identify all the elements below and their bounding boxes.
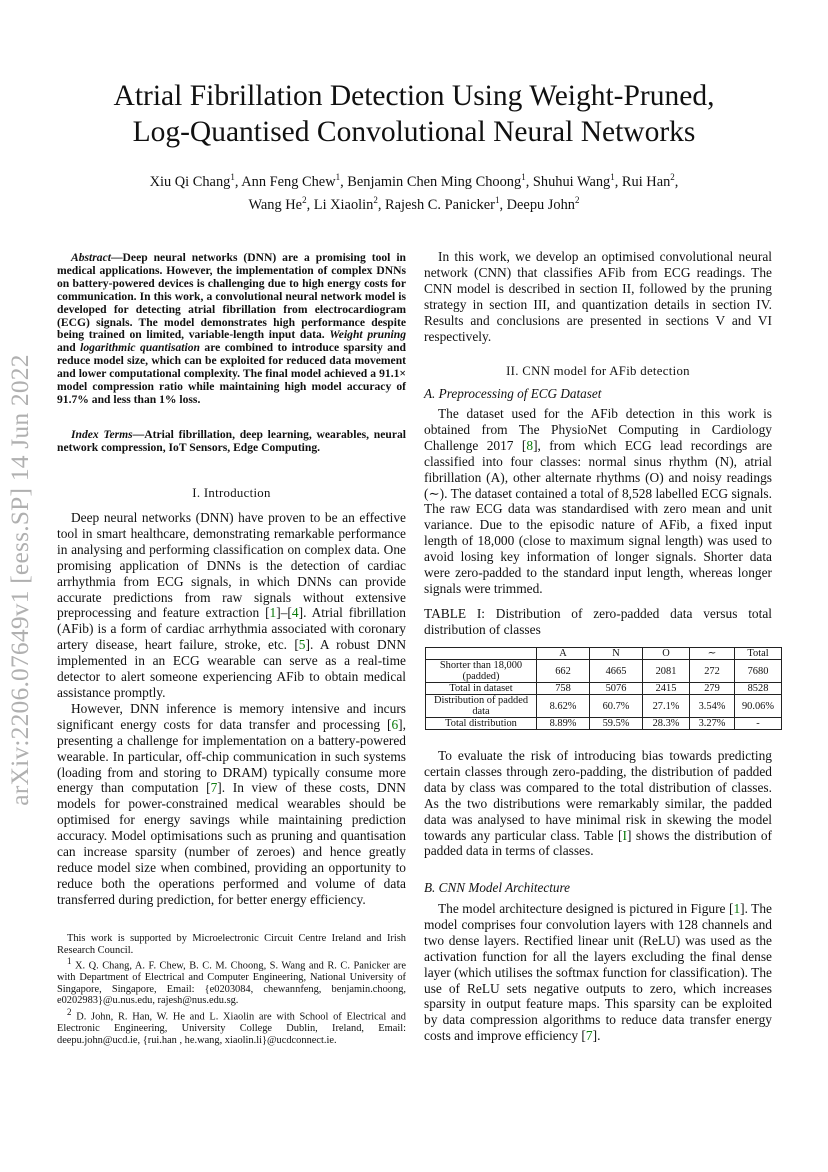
paragraph: However, DNN inference is memory intensive and incurs significant energy costs for data transfer and processing [ 6 ] , presenting a challenge for implementation on a battery-powered wearable. In particular, off-chip communication in such systems (loading from and storing to DRAM) typically consume more energy than computation [ 7 ] . In view of these costs, DNN models for power-constrained medical wearables should be optimised for energy savings while maintaining prediction accuracy. Model optimisations such as pruning and quantisation can increase sparsity (number of zeroes) and hence greatly reduce model size when combined, providing an opportunity to reduce both the operations performed and volume of data transferred during prediction, for better energy efficiency. [57,701,406,908]
paper-title [40,78,788,150]
preprocessing-body [424,406,772,597]
table-cell: 4665 [590,660,643,683]
table-cell: 662 [537,660,590,683]
footnotes [57,933,406,1046]
table-cell: - [735,718,782,730]
figure-link[interactable]: [ 1 ] [729,901,745,916]
table-header-row [426,648,782,660]
table-cell: 3.54% [690,695,735,718]
citation-link[interactable]: [ 6 ] [387,717,403,732]
table-link[interactable]: [ I ] [618,828,631,843]
author-line-1: Xiu Qi Chang$^1$, Ann Feng Chew$^1$, Benjamin Chen Ming Choong$^1$, Shuhui Wang$^1$, Rui Han$^2$, [149,172,679,190]
subsection-heading-preprocessing: A. Preprocessing of ECG Dataset [424,386,602,401]
citation-link[interactable]: [ 4 ] [287,605,303,620]
author: Li Xiaolin$^2$ [313,194,378,213]
author: Deepu John$^2$ [506,194,580,213]
table-cell: 60.7% [590,695,643,718]
table-header-cell: O [643,648,690,660]
author: Benjamin Chen Ming Choong$^1$ [347,172,526,190]
abstract: Abstract—Deep neural networks (DNN) are a promising tool in medical applications. However, the implementation of complex DNNs on battery-powered devices is challenging due to high energy costs for communication. In this work, a convolutional neural network model is developed for detecting atrial fibrillation from electrocardiogram (ECG) signals. The model demonstrates high performance despite being trained on limited, variable-length input data. Weight pruning and logarithmic quantisation are combined to introduce sparsity and reduce model size, which can be exploited for reduced data movement and lower computational complexity. The final model achieved a 91.1× model compression ratio while maintaining high model accuracy of 91.7% and less than 1% loss. [57,251,406,406]
index-terms: Index Terms—Atrial fibrillation, deep learning, wearables, neural network compression, IoT Sensors, Edge Computing. [57,428,406,454]
table-cell: 59.5% [590,718,643,730]
table-header-cell: ∼ [690,648,735,660]
title-line-1: Atrial Fibrillation Detection Using Weight-Pruned, [113,80,715,112]
table-row [426,683,782,695]
table-cell: Distribution of padded data [426,695,537,718]
title-line-2: Log-Quantised Convolutional Neural Networks [132,116,696,148]
paragraph: The model architecture designed is pictured in Figure [ 1 ] . The model comprises four convolution layers with 128 channels and two dense layers. Rectified linear unit (ReLU) was used as the activation function for all the layers excluding the final dense layer (which utilises the softmax function for classification). The use of ReLU sets negative outputs to zero, which increases sparsity in output feature maps. This sparsity can be exploited by data compression algorithms to reduce data transfer energy costs and improve efficiency [ 7 ] . [424,901,772,1044]
table-header-cell: A [537,648,590,660]
table-cell: 28.3% [643,718,690,730]
table-cell: 2415 [643,683,690,695]
table-cell: 279 [690,683,735,695]
abstract-label: Abstract [71,251,111,264]
author: Shuhui Wang$^1$ [532,172,615,190]
table-row [426,660,782,683]
table-cell: Total in dataset [426,683,537,695]
table-cell: 5076 [590,683,643,695]
table-cell: Shorter than 18,000 (padded) [426,660,537,683]
citation-link[interactable]: [ 7 ] [581,1028,597,1043]
author-line-2: Wang He$^2$, Li Xiaolin$^2$, Rajesh C. Panicker$^1$, Deepu John$^2$ [248,194,580,213]
data-table [425,647,782,730]
table-row [426,695,782,718]
author: Rui Han$^2$ [621,172,675,190]
paragraph: Deep neural networks (DNN) have proven to be an effective tool in smart healthcare, demonstrating remarkable performance in analysing and performing classification on complex data. One promising application of DNNs is the detection of cardiac arrhythmia from ECG signals, in which DNNs can provide accurate predictions from raw signals without extensive preprocessing and feature extraction [ 1 ] –[ 4 ] . Atrial fibrillation (AFib) is a form of cardiac arrhythmia associated with coronary artery disease, heart failure, stroke, etc. [ 5 ] . A robust DNN implemented in an ECG wearable can serve as a real-time detector to alert someone experiencing AFib to obtain medical assistance promptly. [57,510,406,701]
right-intro: In this work, we develop an optimised convolutional neural network (CNN) that classifies AFib from ECG readings. The CNN model is described in section II, followed by the pruning strategy in section III, and quantization details in section IV. Results and conclusions are presented in sections V and VI respectively. [424,249,772,344]
footnote-1: $^1$ X. Q. Chang, A. F. Chew, B. C. M. Choong, S. Wang and R. C. Panicker are with Department of Electrical and Computer Engineering, National University of Singapore, Singapore, Email: {e0203084, chewannfeng, benjamin.choong, e0202983}@u.nus.edu, rajesh@nus.edu.sg. [57,956,406,1007]
author: Xiu Qi Chang$^1$ [149,172,235,190]
introduction-body [57,510,406,908]
paragraph: To evaluate the risk of introducing bias towards predicting certain classes through zero-padding, the distribution of padded data by class was compared to the total distribution of classes. As the two distributions were remarkably similar, the padded data was analysed to have minimal risk in skewing the model towards any particular class. Table [ I ] shows the distribution of padded data in terms of classes. [424,748,772,859]
table-cell: 8528 [735,683,782,695]
table-cell: 8.89% [537,718,590,730]
table-cell: 272 [690,660,735,683]
table-cell: 7680 [735,660,782,683]
paragraph: The dataset used for the AFib detection in this work is obtained from The PhysioNet Computing in Cardiology Challenge 2017 [ 8 ] , from which ECG lead recordings are classified into four classes: normal sinus rhythm (N), atrial fibrillation (A), other alternate rhythms (O) and noisy readings (∼). The dataset contained a total of 8,528 labelled ECG signals. The raw ECG data was standardised with zero mean and unit variance. Due to the episodic nature of AFib, a fixed input length of 18,000 (close to maximum signal length) was used to avoid losing key information of longer signals. Shorter data were zero-padded to the standard input length, whereas longer signals were trimmed. [424,406,772,597]
citation-link[interactable]: [ 8 ] [522,438,538,453]
citation-link[interactable]: [ 7 ] [206,780,222,795]
table-cell: 27.1% [643,695,690,718]
author-list [60,168,768,214]
section-heading-introduction: I. Introduction [192,486,271,500]
author: Rajesh C. Panicker$^1$ [385,194,500,213]
table-cell: Total distribution [426,718,537,730]
bias-evaluation-body [424,748,772,859]
footnote-support: This work is supported by Microelectronic Circuit Centre Ireland and Irish Research Council. [57,933,406,956]
index-terms-label: Index Terms [71,428,133,441]
table-cell: 90.06% [735,695,782,718]
section-heading-cnn: II. CNN model for AFib detection [506,364,690,378]
footnote-2: $^2$ D. John, R. Han, W. He and L. Xiaolin are with School of Electrical and Electronic Engineering, University College Dublin, Ireland, Email: deepu.john@ucd.ie, {rui.han , he.wang, xiaolin.li}@ucdconnect.ie. [57,1007,406,1046]
table-cell: 8.62% [537,695,590,718]
citation-link[interactable]: [ 1 ] [265,605,281,620]
table-1 [425,647,782,730]
table-cell: 3.27% [690,718,735,730]
table-cell: 758 [537,683,590,695]
author: Ann Feng Chew$^1$ [241,172,341,190]
architecture-body [424,901,772,1044]
table-caption: TABLE I: Distribution of zero-padded data versus total distribution of classes [424,606,772,637]
arxiv-stamp: arXiv:2206.07649v1 [eess.SP] 14 Jun 2022 [5,354,34,806]
table-header-cell: N [590,648,643,660]
table-header-cell: Total [735,648,782,660]
author: Wang He$^2$ [248,194,307,213]
table-row [426,718,782,730]
subsection-heading-architecture: B. CNN Model Architecture [424,880,571,895]
table-header-cell [426,648,537,660]
table-cell: 2081 [643,660,690,683]
citation-link[interactable]: [ 5 ] [294,637,310,652]
